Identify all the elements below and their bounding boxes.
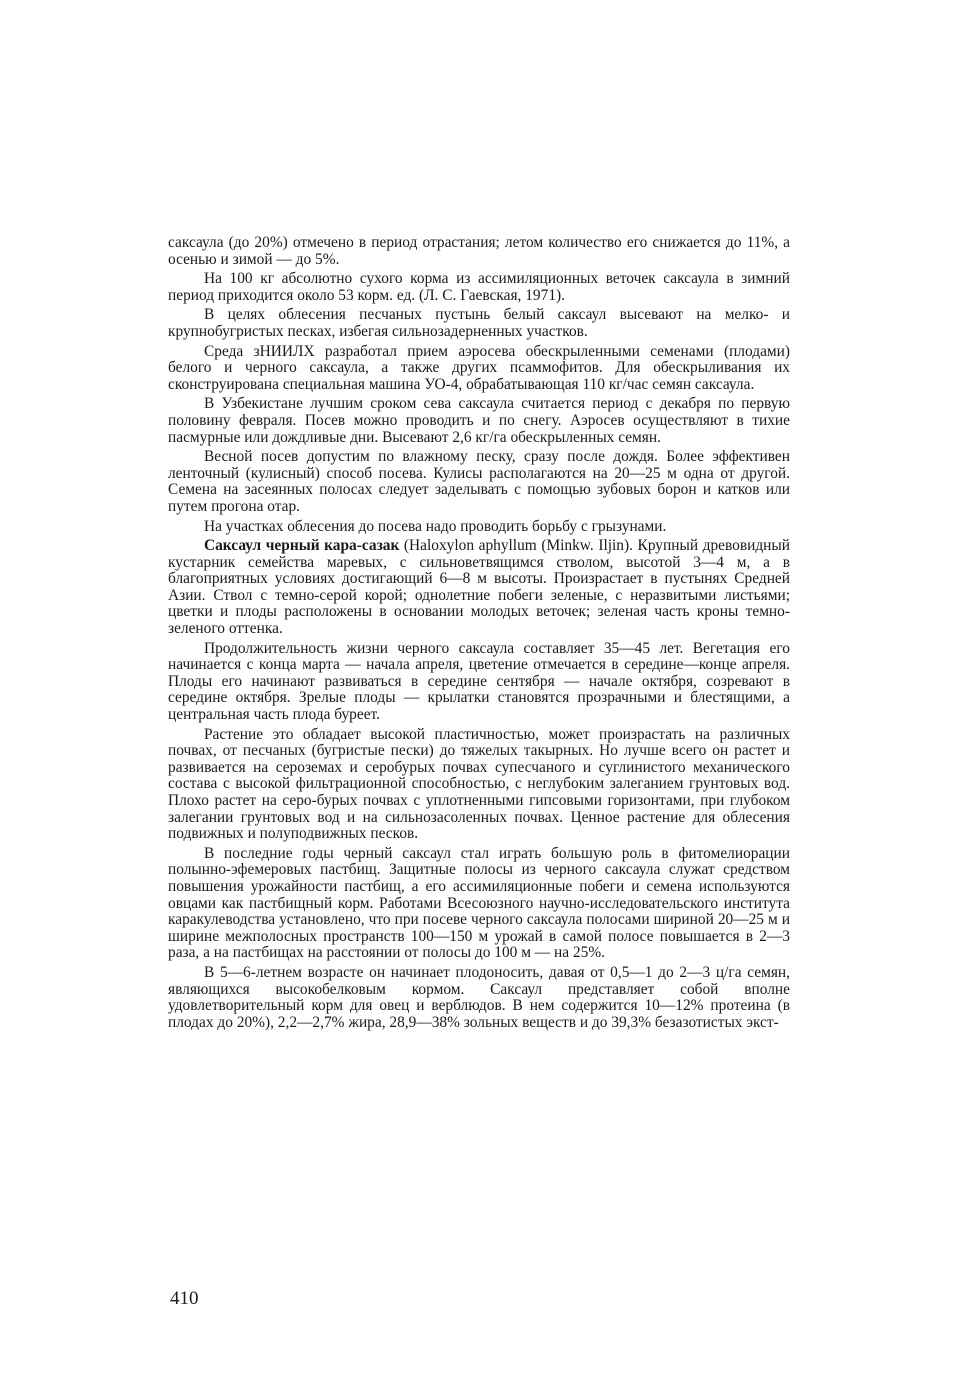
paragraph-rodents: На участках облесения до посева надо проводить борьбу с грызунами. [204,517,667,535]
paragraph-afforestation: В целях облесения песчаных пустынь белый саксаул высевают на мелко- и крупнобугристых песках, избегая сильнозадерненных участков. [168,306,790,340]
paragraph-soils: Растение это обладает высокой пластичностью, может произрастать на различных почвах, от песчаных (бугристые пески) до тяжелых такырных. Но лучше всего он растет и развивается на сероземах и серобурых почвах супесчаного и суглинистого механического состава с высокой фильтрационной способностью, с неглубоким залеганием грунтовых вод. Плохо растет на серо-бурых почвах с уплотненными гипсовыми горизонтами, при глубоком залегании грунтовых вод и на сильнозасоленных почвах. Ценное растение для облесения подвижных и полуподвижных песков. [168,725,790,843]
paragraph-uzbekistan: В Узбекистане лучшим сроком сева саксаула считается период с декабря по первую половину февраля. Посев можно проводить и по снегу. Аэросев осуществляют в тихие пасмурные или дождливые дни. Высевают 2,6 кг/га обескрыленных семян. [168,395,790,446]
paragraph-lifespan: Продолжительность жизни черного саксаула составляет 35—45 лет. Вегетация его начинается с конца марта — начала апреля, цветение отмечается в середине—конце апреля. Плоды его начинают развиваться в середине сентября — начале октября, созревают в середине октября. Зрелые плоды — крылатки становятся прозрачными и блестящими, а центральная часть плода буреет. [168,639,790,724]
page-number: 410 [170,1288,199,1309]
paragraph-feed-value: На 100 кг абсолютно сухого корма из ассимиляционных веточек саксаула в зимний период приходится около 53 корм. ед. (Л. С. Гаевская, 1971). [168,270,790,304]
paragraph-black-saxaul [168,538,790,638]
paragraph-fruiting: В 5—6-летнем возрасте он начинает плодоносить, давая от 0,5—1 до 2—3 ц/га семян, являющихся высокобелковым кормом. Саксаул представляет собой вполне удовлетворительный корм для овец и верблюдов. В нем содержится 10—12% протеина (в плодах до 20%), 2,2—2,7% жира, 28,9—38% зольных веществ и до 39,3% безазотистых экст- [168,963,790,1031]
species-term: Саксаул черный кара-сазак [204,537,400,555]
paragraph-spring-sowing: Весной посев допустим по влажному песку, сразу после дождя. Более эффективен ленточный (кулисный) способ посева. Кулисы располагаются на 20—25 м одна от другой. Семена на засеянных полосах следует заделывать с помощью зубовых борон и катков или путем прогона отар. [168,448,790,515]
body-text [168,235,790,1034]
paragraph-phytomelioration: В последние годы черный саксаул стал играть большую роль в фитомелиорации полынно-эфемеровых пастбищ. Защитные полосы из черного саксаула служат средством повышения урожайности пастбищ, а его ассимиляционные побеги и семена используются овцами как пастбищный корм. Работами Всесоюзного научно-исследовательского института каракулеводства установлено, что при посеве черного саксаула полосами шириной 20—25 м и ширине межполосных пространств 100—150 м урожай в самой полосе повышается в 2—3 раза, а на пастбищах на расстоянии от полосы до 100 м — на 25%. [168,844,790,962]
species-description: (Haloxylon aphyllum (Minkw. Iljin). Крупный древовидный кустарник семейства маревых, с сильноветвящимся стволом, высотой 3—4 м, а в благоприятных условиях достигающий 6—8 м высоты. Произрастает в пустынях Средней Азии. Ствол с темно-серой корой; однолетние побеги зеленые, с неразвитыми листьями; цветки и плоды расположены в основании молодых веточек; зеленая часть кроны темно-зеленого оттенка. [168,537,790,638]
paragraph-aerial-sowing: Среда зНИИЛХ разработал прием аэросева обескрыленными семенами (плодами) белого и черного саксаула, а также других псаммофитов. Для обескрыливания их сконструирована специальная машина УО-4, обрабатывающая 110 кг/час семян саксаула. [168,342,790,393]
paragraph-continuation: саксаула (до 20%) отмечено в период отрастания; летом количество его снижается до 11%, а осенью и зимой — до 5%. [168,234,790,268]
